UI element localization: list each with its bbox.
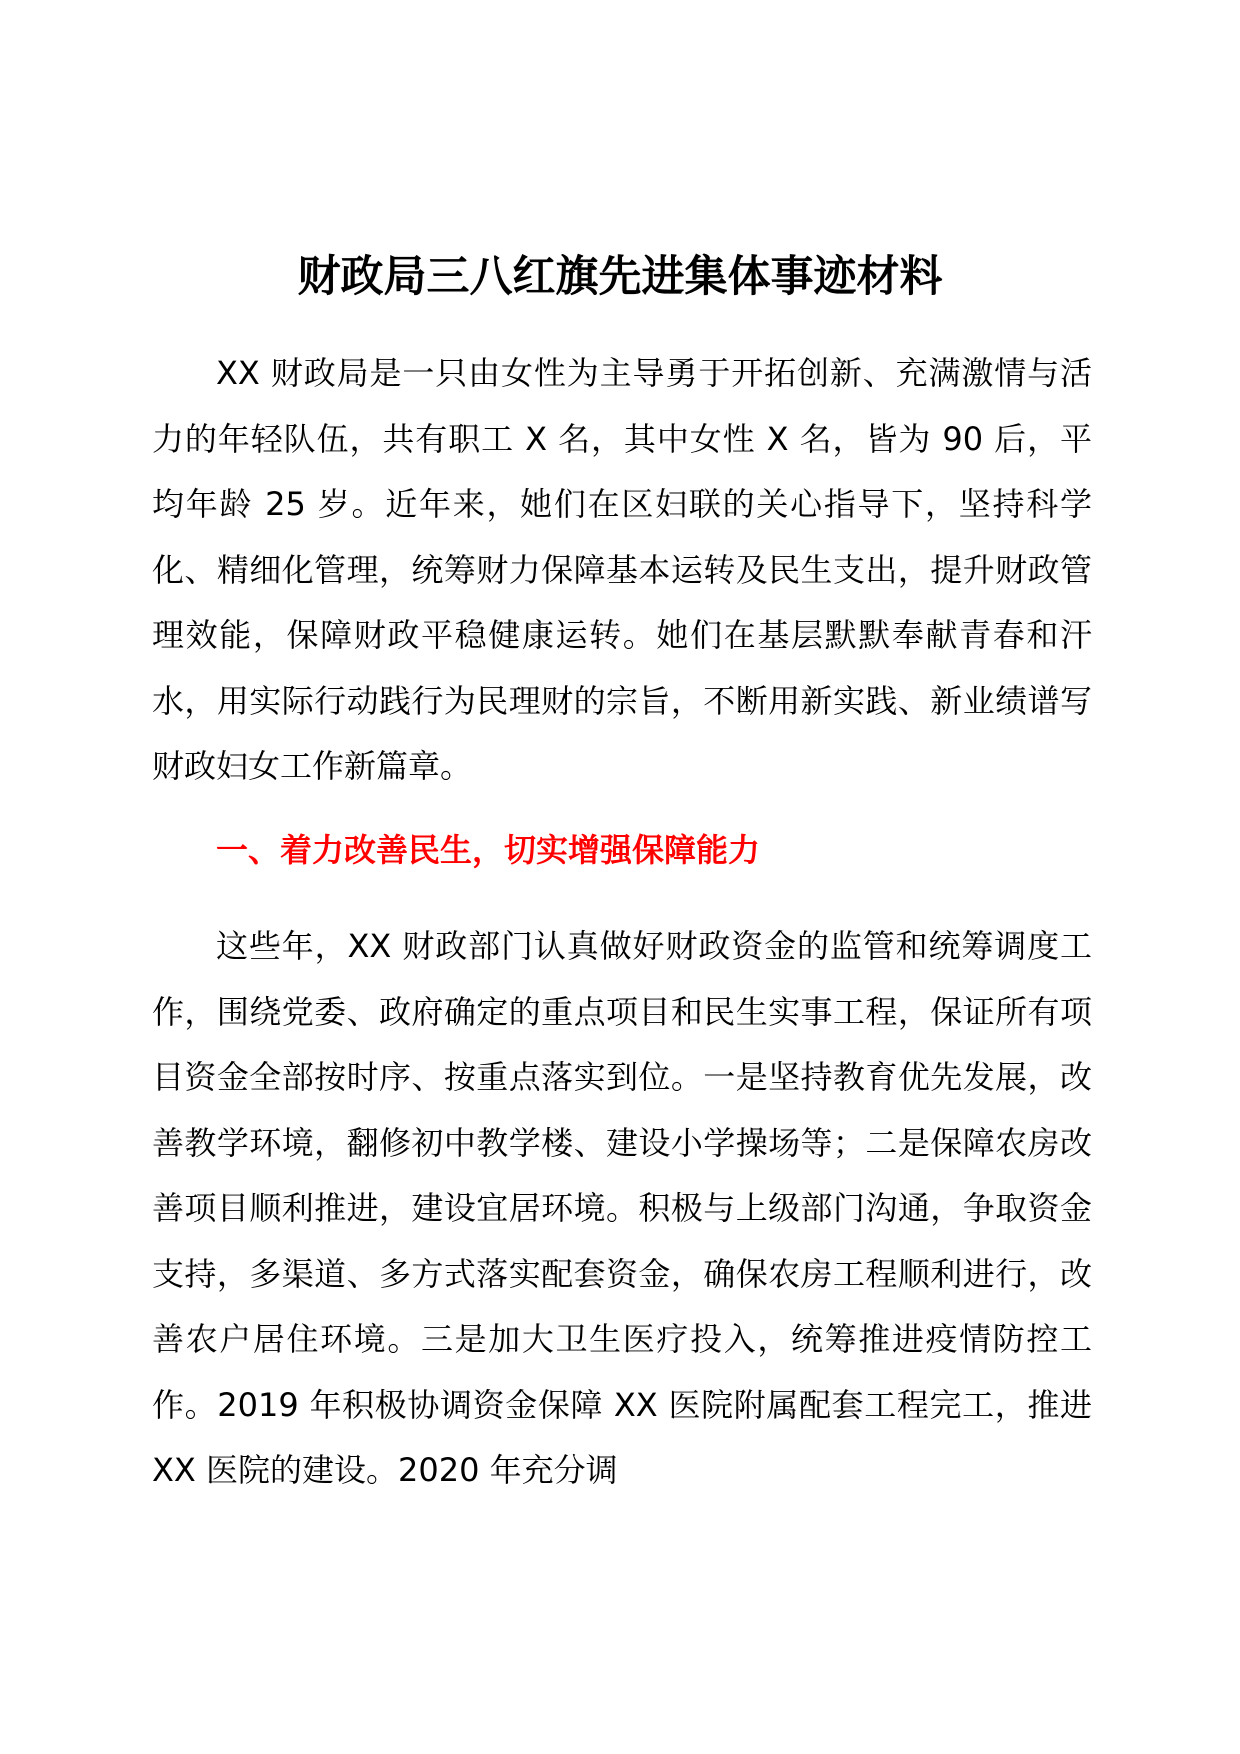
document-title: 财政局三八红旗先进集体事迹材料 [297,252,943,302]
section-heading: 一、着力改善民生，切实增强保障能力 [216,831,761,869]
intro-paragraph: XX 财政局是一只由女性为主导勇于开拓创新、充满激情与活力的年轻队伍，共有职工 X 名，其中女性 X 名，皆为 90 后，平均年龄 25 岁。近年来，她们在区妇联的关心指导下，坚持科学化、精细化管理，统筹财力保障基本运转及民生支出，提升财政管理效能，保障财政平稳健康运转。她们在基层默默奉献青春和汗水，用实际行动践行为民理财的宗旨，不断用新实践、新业绩谱写财政妇女工作新篇章。 [152,354,1092,785]
section-paragraph: 这些年，XX 财政部门认真做好财政资金的监管和统筹调度工作，围绕党委、政府确定的重点项目和民生实事工程，保证所有项目资金全部按时序、按重点落实到位。一是坚持教育优先发展，改善教学环境，翻修初中教学楼、建设小学操场等；二是保障农房改善项目顺利推进，建设宜居环境。积极与上级部门沟通，争取资金支持，多渠道、多方式落实配套资金，确保农房工程顺利进行，改善农户居住环境。三是加大卫生医疗投入，统筹推进疫情防控工作。2019 年积极协调资金保障 XX 医院附属配套工程完工，推进 XX 医院的建设。2020 年充分调 [152,927,1092,1489]
